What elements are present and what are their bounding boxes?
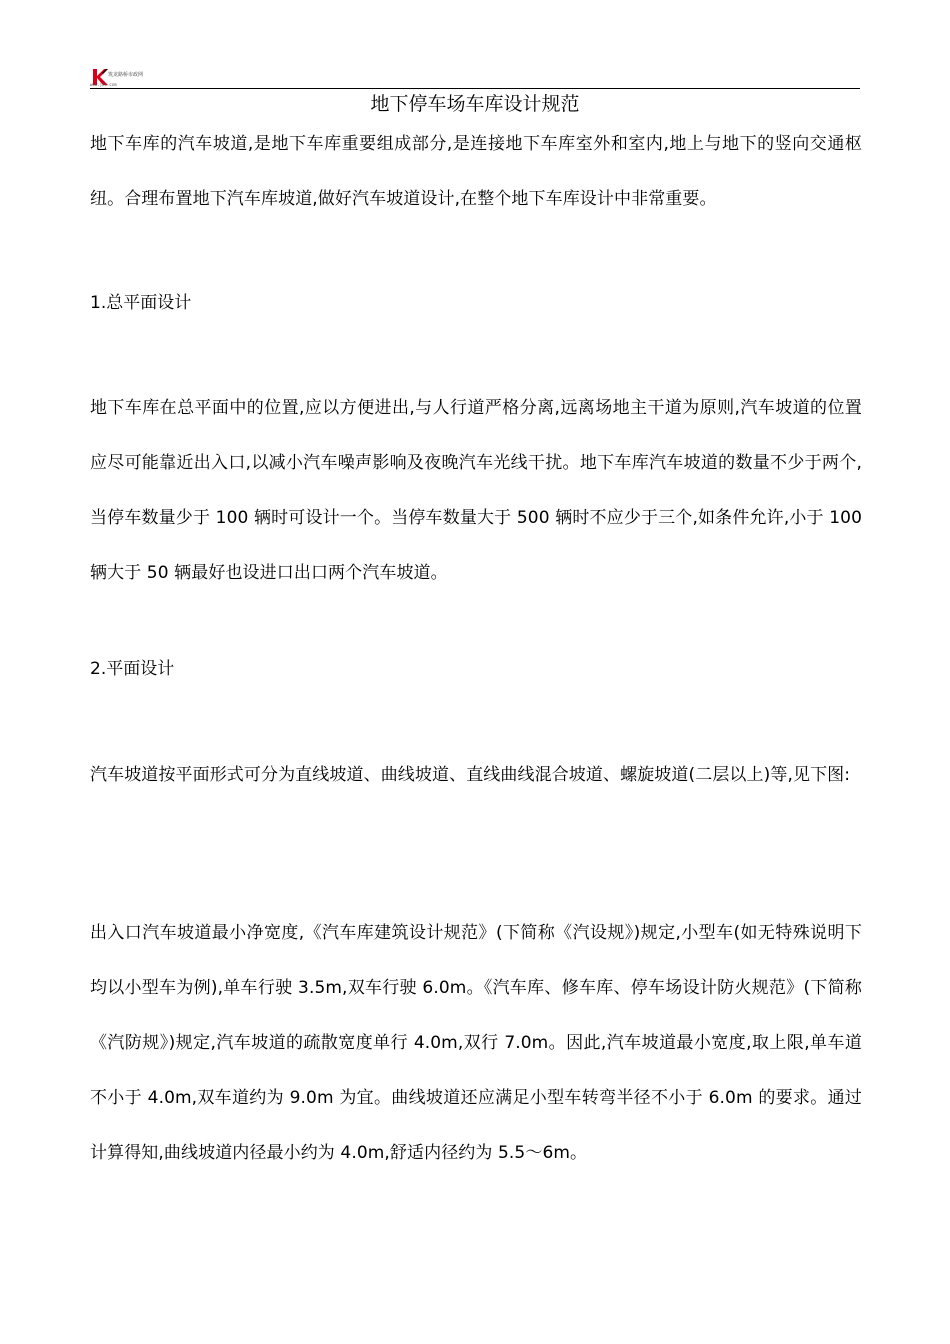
logo bbox=[90, 66, 170, 88]
page-header bbox=[90, 66, 860, 89]
logo-text: 筑龙路桥市政网 bbox=[108, 72, 144, 78]
section1-paragraph: 地下车库在总平面中的位置,应以方便进出,与人行道严格分离,远离场地主干道为原则,汽车坡道的位置应尽可能靠近出入口,以减小汽车噪声影响及夜晚汽车光线干扰。地下车库汽车坡道的数量不少于两个,当停车数量少于 100 辆时可设计一个。当停车数量大于 500 辆时不应少于三个,如条件允许,小于 100 辆大于 50 辆最好也设进口出口两个汽车坡道。 bbox=[90, 398, 862, 583]
section1-heading: 1.总平面设计 bbox=[90, 293, 192, 313]
logo-url: www.jzb.com bbox=[90, 82, 117, 87]
intro-paragraph: 地下车库的汽车坡道,是地下车库重要组成部分,是连接地下车库室外和室内,地上与地下的竖向交通枢纽。合理布置地下汽车库坡道,做好汽车坡道设计,在整个地下车库设计中非常重要。 bbox=[90, 134, 862, 209]
section2-heading: 2.平面设计 bbox=[90, 659, 175, 679]
section2-paragraph: 汽车坡道按平面形式可分为直线坡道、曲线坡道、直线曲线混合坡道、螺旋坡道(二层以上)等,见下图: bbox=[90, 765, 851, 785]
document-title: 地下停车场车库设计规范 bbox=[370, 93, 580, 115]
section2-paragraph-2: 出入口汽车坡道最小净宽度,《汽车库建筑设计规范》(下简称《汽设规》)规定,小型车(如无特殊说明下均以小型车为例),单车行驶 3.5m,双车行驶 6.0m。《汽车库、修车库、停车场设计防火规范》(下简称《汽防规》)规定,汽车坡道的疏散宽度单行 4.0m,双行 7.0m。因此,汽车坡道最小宽度,取上限,单车道不小于 4.0m,双车道约为 9.0m 为宜。曲线坡道还应满足小型车转弯半径不小于 6.0m 的要求。通过计算得知,曲线坡道内径最小约为 4.0m,舒适内径约为 5.5～6m。 bbox=[90, 923, 862, 1163]
